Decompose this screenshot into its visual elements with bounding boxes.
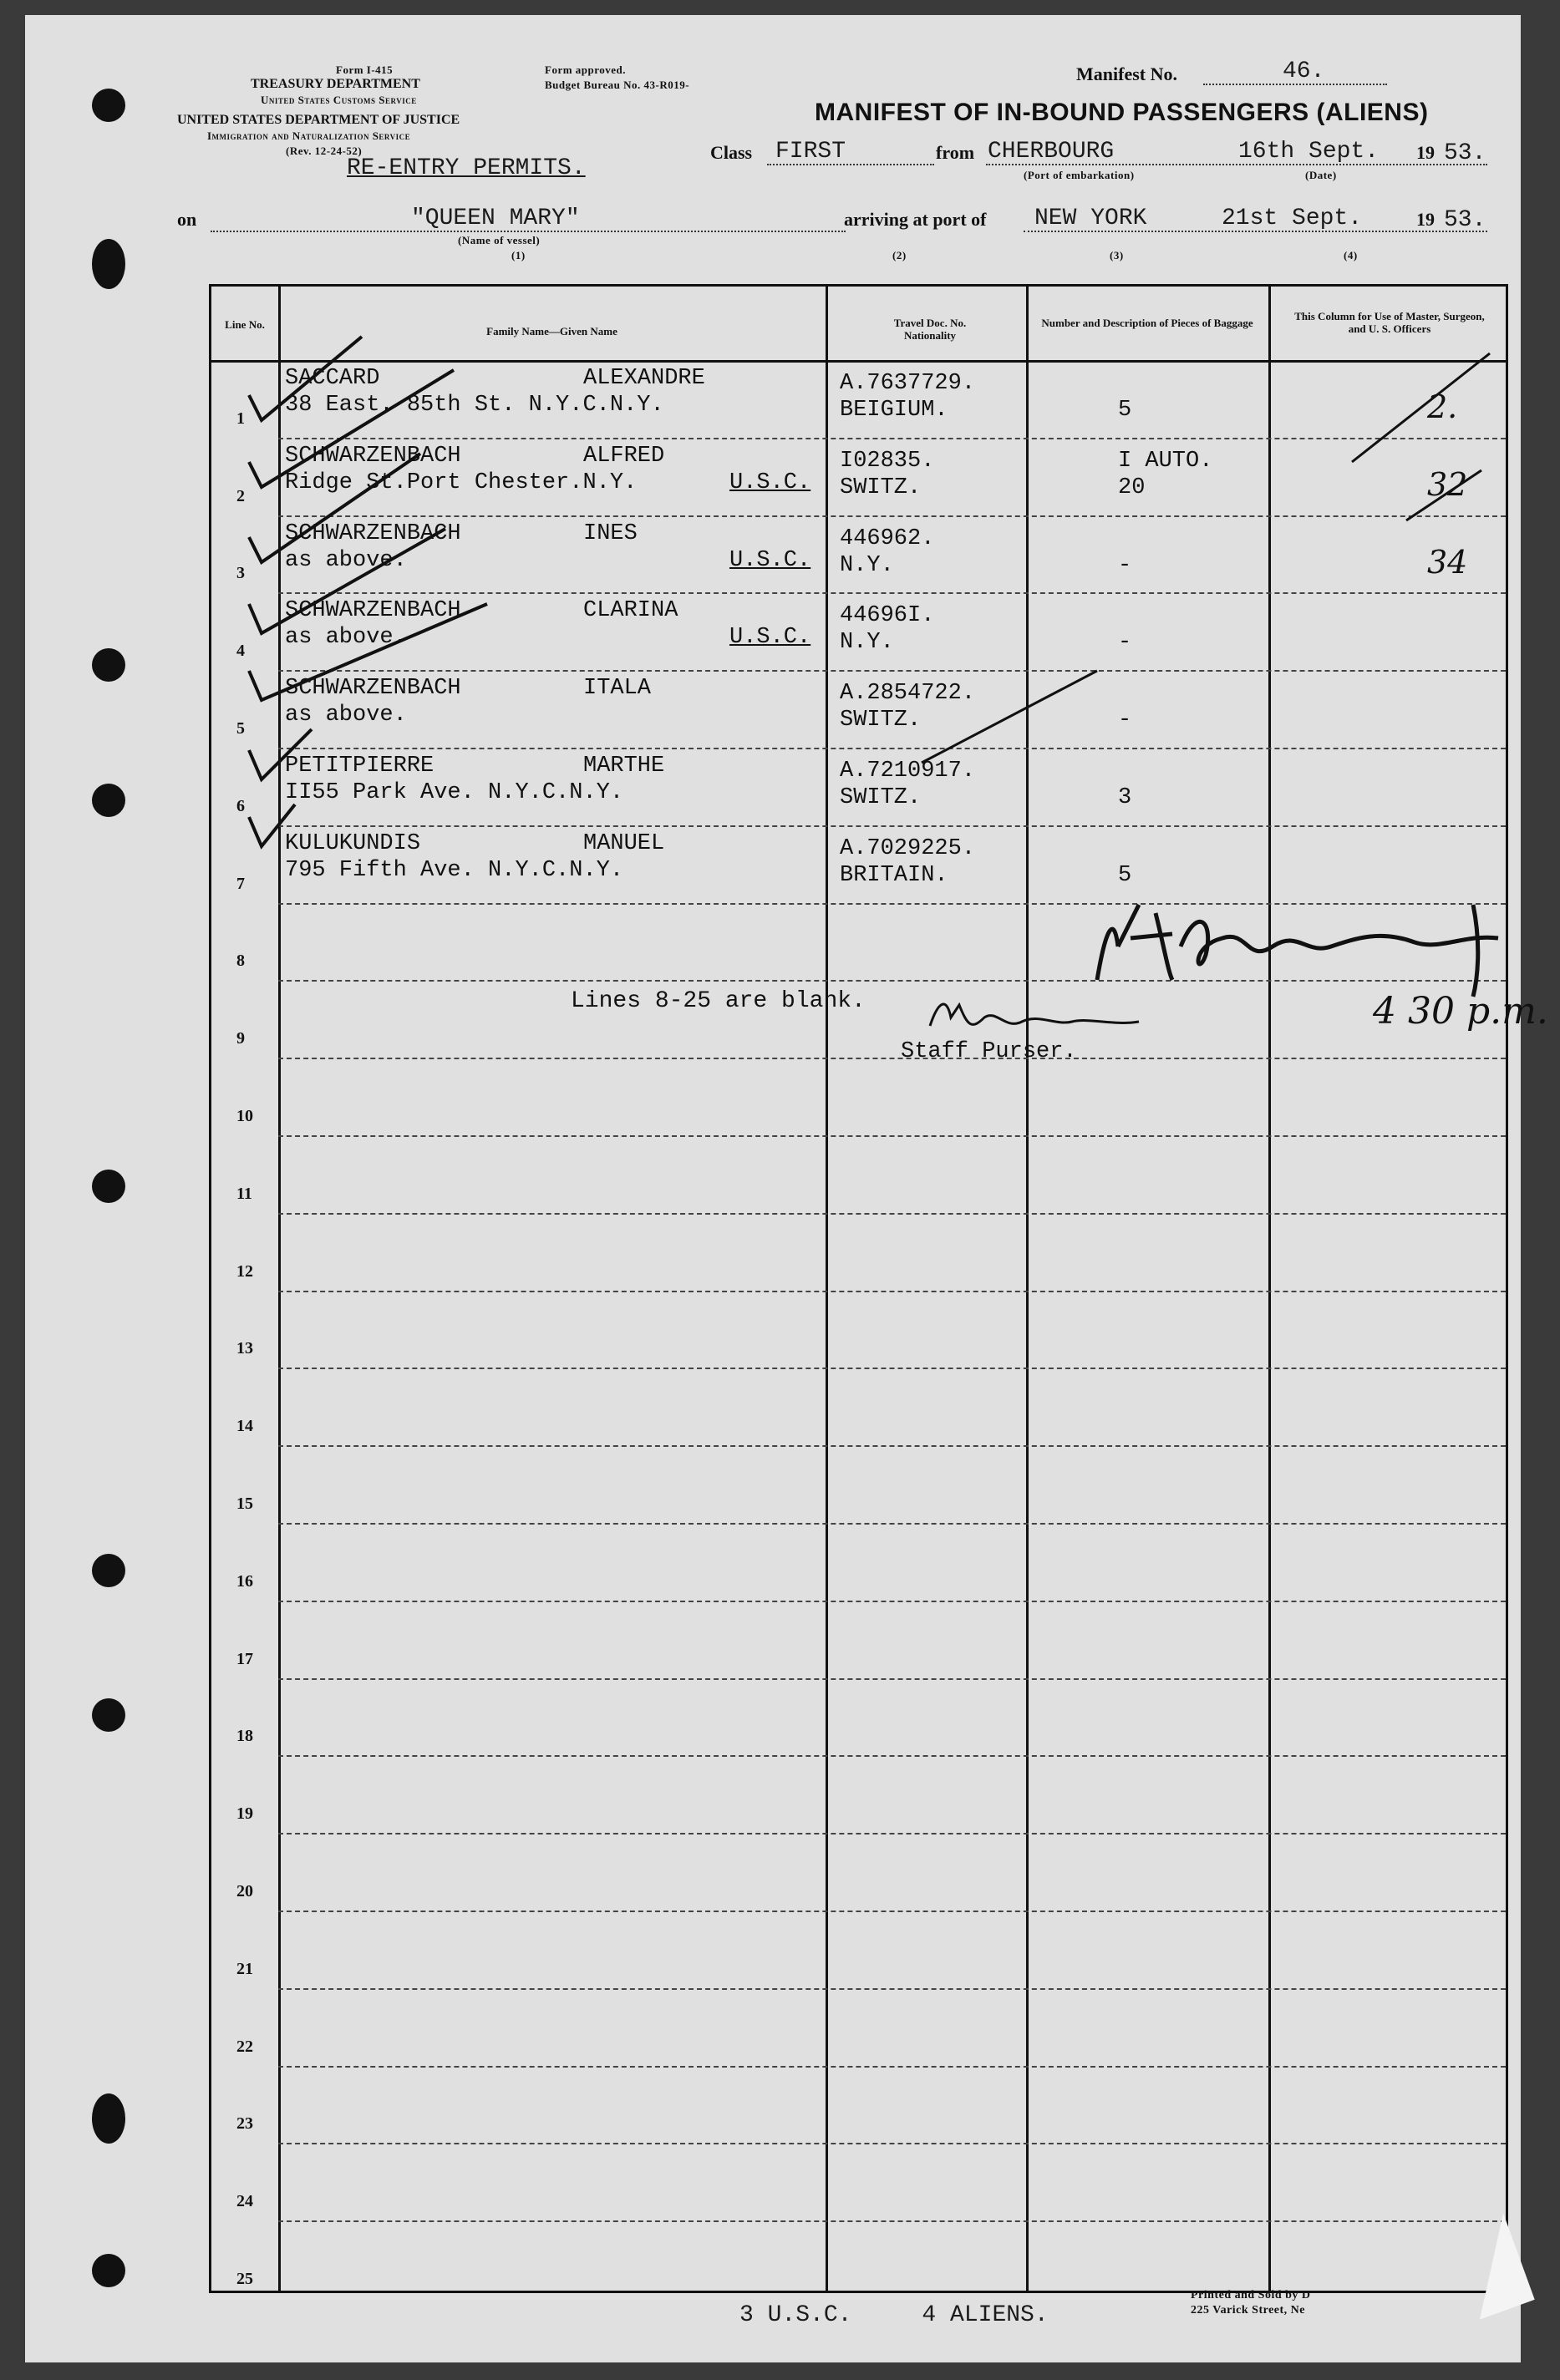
nationality: BEIGIUM. [840,398,948,423]
line-number: 10 [236,1107,253,1125]
binder-hole [92,2254,125,2287]
header-baggage: Number and Description of Pieces of Baggage [1041,317,1253,329]
line-number: 11 [236,1185,252,1203]
passenger-table [209,284,1548,2293]
row-rule [278,1368,1506,1369]
travel-doc-number: 446962. [840,525,935,551]
on-label: on [177,209,197,230]
family-name: SCHWARZENBACH [285,520,461,546]
manifest-number: 46. [1283,58,1325,84]
row-rule [278,1833,1506,1834]
vessel-caption: (Name of vessel) [458,234,541,246]
form-approved: Form approved. [545,63,627,76]
address: as above. [285,625,407,651]
row-rule [278,2220,1506,2222]
embarkation-date: 16th Sept. [1238,139,1380,165]
column-number-1: (1) [511,249,526,261]
summary-totals: 3 U.S.C. 4 ALIENS. [739,2302,1049,2328]
family-name: SCHWARZENBACH [285,676,461,702]
address: as above. [285,703,407,728]
row-rule [278,1678,1506,1680]
line-number: 4 [236,642,245,660]
travel-doc-number: I02835. [840,448,935,474]
printer-name: Printed and Sold by D [1191,2289,1311,2301]
purser-signature [922,992,1156,1043]
officer-note: 32 [1427,465,1468,503]
line-number: 16 [236,1572,253,1591]
revision-date: (Rev. 12-24-52) [286,145,363,157]
arriving-label: arriving at port of [844,209,987,230]
port-of-embarkation: CHERBOURG [988,139,1115,165]
time-note: 4 30 p.m. [1373,990,1548,1033]
nationality: SWITZ. [840,785,922,810]
arrival-port: NEW YORK [1034,206,1147,231]
row-rule [278,1213,1506,1215]
date-caption: (Date) [1305,169,1337,181]
year-prefix: 19 [1416,142,1435,163]
baggage-count: - [1118,630,1132,656]
page-title: MANIFEST OF IN-BOUND PASSENGERS (ALIENS) [815,99,1429,126]
line-number: 21 [236,1960,253,1978]
binder-hole [92,239,125,289]
vessel-name: "QUEEN MARY" [411,206,580,231]
binder-hole [92,1554,125,1587]
row-rule [278,2143,1506,2144]
line-number: 14 [236,1417,253,1435]
class-label: Class [710,142,753,163]
baggage-count: 5 [1118,398,1132,423]
given-name: MARTHE [583,754,665,779]
address: Ridge St.Port Chester.N.Y. [285,469,638,495]
line-number: 1 [236,409,245,428]
family-name: PETITPIERRE [285,754,434,779]
manifest-page [25,15,1548,2362]
nationality: BRITAIN. [840,862,948,888]
baggage-count: - [1118,708,1132,733]
nationality: SWITZ. [840,474,922,500]
staff-purser: Staff Purser. [901,1039,1077,1064]
travel-doc-number: A.2854722. [840,681,976,707]
blank-lines-note: Lines 8-25 are blank. [571,988,866,1014]
class-value: FIRST [775,139,846,165]
line-number: 19 [236,1804,253,1823]
immigration-service: Immigration and Naturalization Service [207,129,411,142]
baggage-extra: I AUTO. [1118,448,1213,474]
row-rule [278,1911,1506,1912]
nationality: N.Y. [840,552,894,578]
binder-hole [92,648,125,682]
row-rule [278,2066,1506,2068]
column-number-3: (3) [1110,249,1124,261]
given-name: CLARINA [583,598,678,624]
line-number: 7 [236,875,245,893]
header-travel-doc: Travel Doc. No. Nationality [893,317,967,342]
family-name: SCHWARZENBACH [285,443,461,469]
address: 795 Fifth Ave. N.Y.C.N.Y. [285,857,624,883]
line-number: 6 [236,797,245,815]
budget-bureau: Budget Bureau No. 43-R019- [545,79,690,91]
baggage-count: - [1118,552,1132,578]
arrival-year: 53. [1444,207,1486,233]
address: 38 East. 85th St. N.Y.C.N.Y. [285,393,664,418]
binder-hole [92,1170,125,1203]
usc-status: U.S.C. [729,469,811,495]
officer-note: 2. [1427,388,1458,425]
nationality: N.Y. [840,630,894,656]
row-rule [278,1135,1506,1137]
binder-hole [92,1698,125,1732]
line-number: 12 [236,1262,253,1281]
treasury-dept: TREASURY DEPARTMENT [251,77,420,91]
manifest-number-label: Manifest No. [1076,63,1177,84]
family-name: KULUKUNDIS [285,830,421,856]
officer-signature [1080,896,1515,1005]
travel-doc-number: A.7210917. [840,759,976,784]
line-number: 23 [236,2114,253,2133]
line-number: 9 [236,1029,245,1048]
baggage-count: 5 [1118,862,1132,888]
line-number: 25 [236,2270,253,2288]
line-number: 18 [236,1727,253,1745]
from-label: from [936,142,975,163]
line-number: 3 [236,564,245,582]
usc-status: U.S.C. [729,625,811,651]
given-name: ALFRED [583,443,665,469]
binder-hole [92,2093,125,2144]
travel-doc-number: 44696I. [840,603,935,629]
row-rule [278,1291,1506,1292]
line-number: 22 [236,2037,253,2056]
given-name: INES [583,520,638,546]
binder-hole [92,784,125,817]
family-name: SCHWARZENBACH [285,598,461,624]
given-name: MANUEL [583,830,665,856]
form-number: Form I-415 [336,63,394,76]
line-number: 13 [236,1339,253,1357]
travel-doc-number: A.7029225. [840,835,976,861]
line-number: 20 [236,1882,253,1900]
baggage-count: 20 [1118,474,1146,500]
arrival-date: 21st Sept. [1222,206,1363,231]
address: II55 Park Ave. N.Y.C.N.Y. [285,780,624,805]
row-rule [278,1445,1506,1447]
nationality: SWITZ. [840,708,922,733]
line-number: 2 [236,487,245,505]
row-rule [278,1058,1506,1059]
given-name: ALEXANDRE [583,366,705,391]
travel-doc-number: A.7637729. [840,371,976,396]
reentry-permits: RE-ENTRY PERMITS. [347,155,586,181]
column-number-4: (4) [1344,249,1358,261]
justice-dept: UNITED STATES DEPARTMENT OF JUSTICE [177,113,460,127]
line-number: 17 [236,1650,253,1668]
baggage-count: 3 [1118,785,1132,810]
embarkation-year: 53. [1444,140,1486,166]
line-number: 24 [236,2192,253,2210]
year-prefix-2: 19 [1416,209,1435,230]
row-rule [278,1988,1506,1990]
address: as above. [285,547,407,573]
header-line-no: Line No. [225,318,265,331]
header-name: Family Name—Given Name [486,325,617,337]
header-officers: This Column for Use of Master, Surgeon, and U. S. Officers [1294,310,1485,335]
family-name: SACCARD [285,366,380,391]
usc-status: U.S.C. [729,547,811,573]
line-number: 8 [236,951,245,970]
customs-service: United States Customs Service [261,94,417,106]
torn-corner [1448,2213,1534,2319]
officer-note: 34 [1427,543,1468,581]
port-caption: (Port of embarkation) [1024,169,1135,181]
row-rule [278,1601,1506,1602]
annotation-marks [211,287,1511,871]
given-name: ITALA [583,676,652,702]
line-number: 15 [236,1494,253,1513]
line-number: 5 [236,719,245,738]
binder-hole [92,89,125,122]
column-number-2: (2) [892,249,907,261]
row-rule [278,1523,1506,1525]
printer-address: 225 Varick Street, Ne [1191,2304,1305,2317]
row-rule [278,1755,1506,1757]
